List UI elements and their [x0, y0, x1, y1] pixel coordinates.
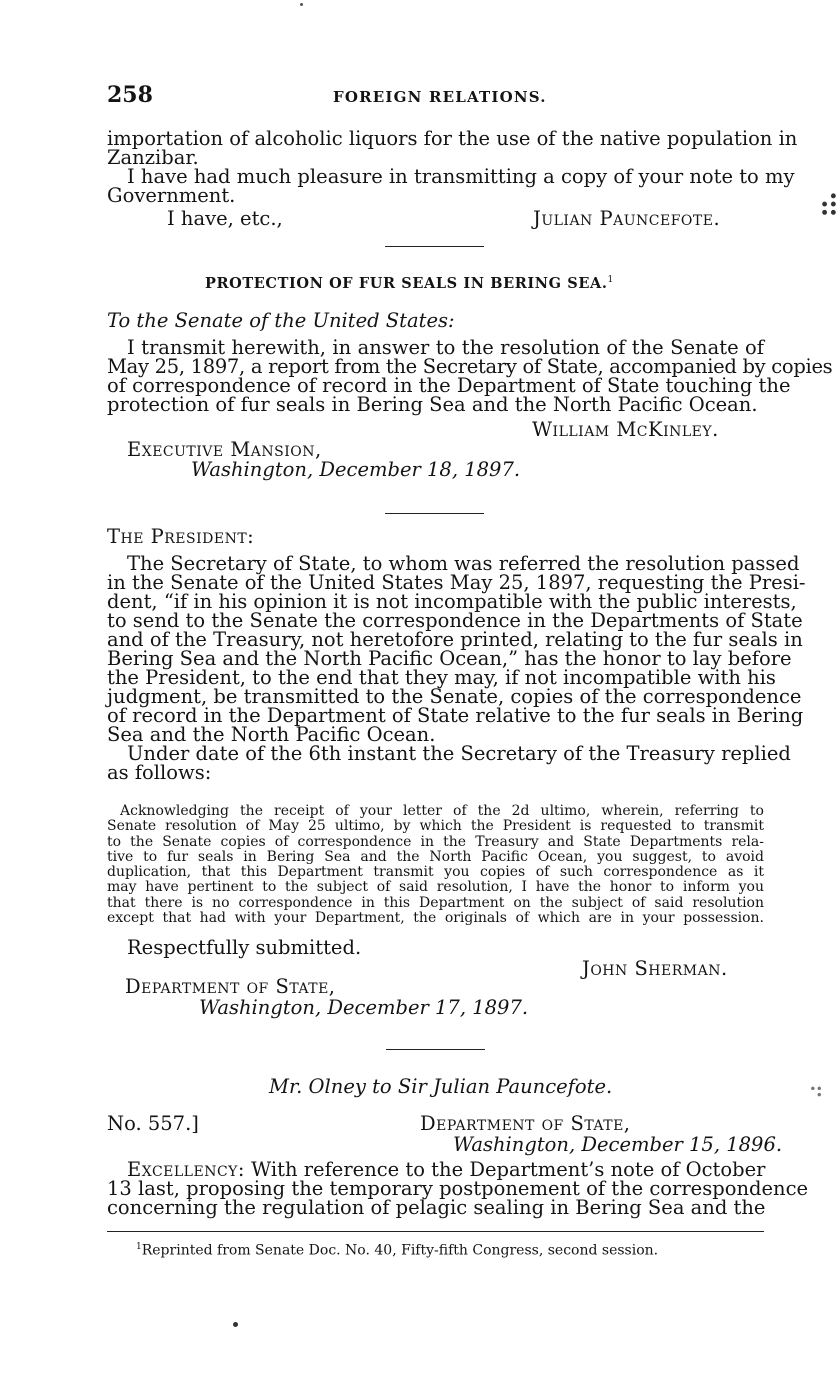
- text-line: in the Senate of the United States May 25, 1897, requesting the Presi-: [107, 571, 806, 594]
- senate-salutation: To the Senate of the United States:: [107, 309, 455, 332]
- text-line: importation of alcoholic liquors for the use of the native population in: [107, 127, 798, 150]
- page-number: 258: [107, 82, 153, 108]
- text-line: that there is no correspondence in this Department on the subject of said resolution: [107, 894, 764, 911]
- closing: I have, etc.,: [167, 207, 283, 230]
- text-line: Sea and the North Pacific Ocean.: [107, 723, 436, 746]
- footnote: [136, 1242, 658, 1259]
- text-line: except that had with your Department, the originals of which are in your possession.: [107, 910, 764, 927]
- text-line: as follows:: [107, 761, 212, 784]
- salutation: Excellency:: [127, 1158, 245, 1181]
- text-line: Acknowledging the receipt of your letter of the 2d ultimo, wherein, referring to: [120, 803, 764, 819]
- running-title: FOREIGN RELATIONS.: [333, 88, 547, 106]
- text-line: dent, “if in his opinion it is not incompatible with the public interests,: [107, 590, 797, 613]
- text-line: may have pertinent to the subject of said resolution, I have the honor to inform you: [107, 879, 764, 896]
- text-line: The Secretary of State, to whom was referred the resolution passed: [127, 552, 800, 575]
- letter-text: [107, 1158, 809, 1219]
- text-line: protection of fur seals in Bering Sea and the North Pacific Ocean.: [107, 393, 758, 416]
- text-line: to send to the Senate the correspondence in the Departments of State: [107, 609, 803, 632]
- margin-mark: ⠾: [818, 190, 840, 225]
- text-line: tive to fur seals in Bering Sea and the North Pacific Ocean, you suggest, to avoid: [107, 848, 764, 865]
- text-run: With reference to the Department’s note of October: [244, 1158, 766, 1181]
- section-divider: [385, 246, 484, 247]
- date-line: Washington, December 17, 1897.: [199, 996, 529, 1019]
- quoted-reply: [107, 804, 764, 926]
- text-line: Senate resolution of May 25 ultimo, by which the President is requested to transmit: [107, 818, 764, 835]
- section-divider: [386, 1049, 485, 1050]
- previous-letter-text: [107, 127, 798, 207]
- letter-number: No. 557.]: [107, 1112, 199, 1135]
- report-text: [107, 552, 806, 784]
- text-line: to the Senate copies of correspondence in the Treasury and State Departments rela-: [107, 833, 764, 850]
- text-line: of record in the Department of State relative to the fur seals in Bering: [107, 704, 804, 727]
- signature: John Sherman.: [582, 957, 728, 980]
- footnote-marker: 1: [607, 275, 614, 286]
- section-title-text: PROTECTION OF FUR SEALS IN BERING SEA.: [205, 275, 608, 292]
- text-line: of correspondence of record in the Department of State touching the: [107, 374, 791, 397]
- margin-mark: ⠙: [808, 1085, 825, 1110]
- report-salutation: The President:: [107, 525, 255, 548]
- senate-message-text: [107, 336, 833, 416]
- section-title: [205, 275, 614, 292]
- signature: Julian Pauncefote.: [533, 207, 721, 230]
- text-line: I transmit herewith, in answer to the resolution of the Senate of: [127, 336, 764, 359]
- text-line: the President, to the end that they may, if not incompatible with his: [107, 666, 776, 689]
- ink-dot: [233, 1322, 238, 1327]
- signature: William McKinley.: [532, 418, 719, 441]
- text-line: and of the Treasury, not heretofore printed, relating to the fur seals in: [107, 628, 803, 651]
- text-line: I have had much pleasure in transmitting a copy of your note to my: [127, 165, 795, 188]
- text-line: May 25, 1897, a report from the Secretary of State, accompanied by copies: [107, 355, 833, 378]
- section-divider: [385, 513, 484, 514]
- text-line: concerning the regulation of pelagic sealing in Bering Sea and the: [107, 1196, 766, 1219]
- place-line: Executive Mansion,: [127, 438, 322, 461]
- ink-dot: [300, 3, 303, 6]
- text-line: Bering Sea and the North Pacific Ocean,” has the honor to lay before: [107, 647, 792, 670]
- footnote-marker: 1: [136, 1242, 142, 1252]
- footnote-rule: [107, 1231, 764, 1232]
- letter-heading: Mr. Olney to Sir Julian Pauncefote.: [269, 1075, 613, 1098]
- text-line: Government.: [107, 184, 236, 207]
- footnote-text: Reprinted from Senate Doc. No. 40, Fifty-fifth Congress, second session.: [141, 1242, 659, 1259]
- place-line: Department of State,: [420, 1112, 631, 1135]
- date-line: Washington, December 18, 1897.: [191, 458, 521, 481]
- text-line: judgment, be transmitted to the Senate, copies of the correspondence: [107, 685, 802, 708]
- text-line: Zanzibar.: [107, 146, 199, 169]
- closing: Respectfully submitted.: [127, 936, 362, 959]
- text-line: 13 last, proposing the temporary postponement of the correspondence: [107, 1177, 809, 1200]
- text-line: Under date of the 6th instant the Secretary of the Treasury replied: [127, 742, 791, 765]
- place-line: Department of State,: [125, 975, 336, 998]
- text-line: duplication, that this Department transmit you copies of such correspondence as it: [107, 864, 764, 881]
- date-line: Washington, December 15, 1896.: [453, 1133, 783, 1156]
